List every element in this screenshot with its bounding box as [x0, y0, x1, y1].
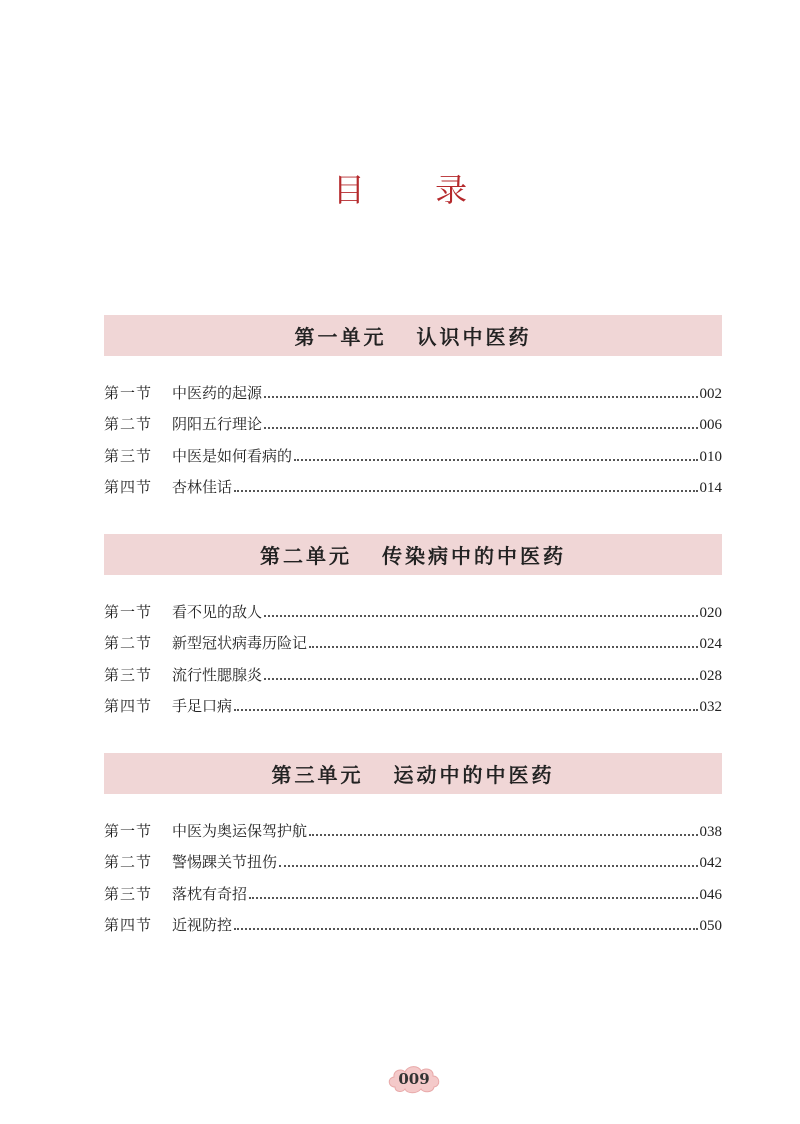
leader-dots	[264, 396, 697, 398]
section-title: 警惕踝关节扭伤	[172, 853, 278, 872]
page-ref: 028	[699, 667, 722, 684]
section-label: 第一节	[104, 384, 153, 402]
toc-entry[interactable]	[104, 382, 722, 413]
section-title: 近视防控	[172, 915, 233, 934]
section-title: 落枕有奇招	[172, 884, 248, 903]
page-ref: 014	[699, 479, 722, 496]
page-ref: 020	[699, 605, 722, 621]
leader-dots	[234, 490, 697, 492]
section-title: 阴阳五行理论	[172, 415, 263, 434]
section-title: 中医药的起源	[172, 384, 263, 402]
leader-dots	[279, 865, 697, 867]
section-label: 第一节	[104, 822, 153, 840]
section-label: 第三节	[104, 665, 153, 684]
unit-header	[104, 753, 722, 794]
section-label: 第四节	[104, 696, 153, 715]
page-ref: 010	[699, 448, 722, 465]
toc-entry[interactable]	[104, 820, 722, 851]
unit-header	[104, 315, 722, 356]
toc-entry[interactable]	[104, 445, 722, 476]
page-ref: 046	[699, 886, 722, 903]
leader-dots	[309, 646, 697, 648]
toc-entry[interactable]	[104, 632, 722, 663]
page-ref: 002	[699, 386, 722, 402]
page-number-badge	[385, 1062, 443, 1096]
toc-entry[interactable]	[104, 695, 722, 726]
section-label: 第四节	[104, 915, 153, 934]
page-ref: 050	[699, 917, 722, 934]
unit-3	[104, 753, 722, 945]
leader-dots	[264, 615, 697, 617]
toc-entry[interactable]	[104, 851, 722, 882]
unit-number: 第一单元	[294, 325, 387, 349]
leader-dots	[294, 459, 697, 461]
unit-2	[104, 534, 722, 726]
section-label: 第二节	[104, 634, 153, 653]
page-ref: 006	[699, 417, 722, 434]
section-label: 第一节	[104, 603, 153, 621]
toc-entry[interactable]	[104, 601, 722, 632]
section-label: 第二节	[104, 853, 153, 872]
page-title: 目 录	[332, 171, 498, 209]
unit-number: 第二单元	[260, 544, 352, 568]
section-label: 第三节	[104, 446, 153, 465]
toc-entry[interactable]	[104, 914, 722, 945]
section-label: 第二节	[104, 415, 153, 434]
unit-name: 认识中医药	[416, 325, 532, 349]
toc-entry[interactable]	[104, 664, 722, 695]
unit-1	[104, 315, 722, 507]
section-title: 流行性腮腺炎	[172, 665, 263, 684]
page-ref: 032	[699, 698, 722, 715]
section-title: 中医为奥运保驾护航	[172, 822, 308, 840]
section-label: 第四节	[104, 477, 153, 496]
page-ref: 042	[699, 855, 722, 872]
section-title: 中医是如何看病的	[172, 446, 293, 465]
leader-dots	[234, 928, 697, 930]
leader-dots	[309, 834, 697, 836]
leader-dots	[234, 709, 697, 711]
unit-name: 传染病中的中医药	[382, 544, 566, 568]
section-title: 新型冠状病毒历险记	[172, 634, 308, 653]
section-title: 手足口病	[172, 696, 233, 715]
page-number: 009	[398, 1070, 430, 1088]
section-title: 看不见的敌人	[172, 603, 263, 621]
toc-entry[interactable]	[104, 413, 722, 444]
page-ref: 038	[699, 824, 722, 840]
section-label: 第三节	[104, 884, 153, 903]
leader-dots	[249, 897, 697, 899]
unit-name: 运动中的中医药	[393, 763, 555, 787]
unit-header	[104, 534, 722, 575]
section-title: 杏林佳话	[172, 477, 233, 496]
toc-entry[interactable]	[104, 476, 722, 507]
leader-dots	[264, 427, 697, 429]
toc-entry[interactable]	[104, 883, 722, 914]
page-ref: 024	[699, 636, 722, 653]
leader-dots	[264, 678, 697, 680]
unit-number: 第三单元	[271, 763, 364, 787]
